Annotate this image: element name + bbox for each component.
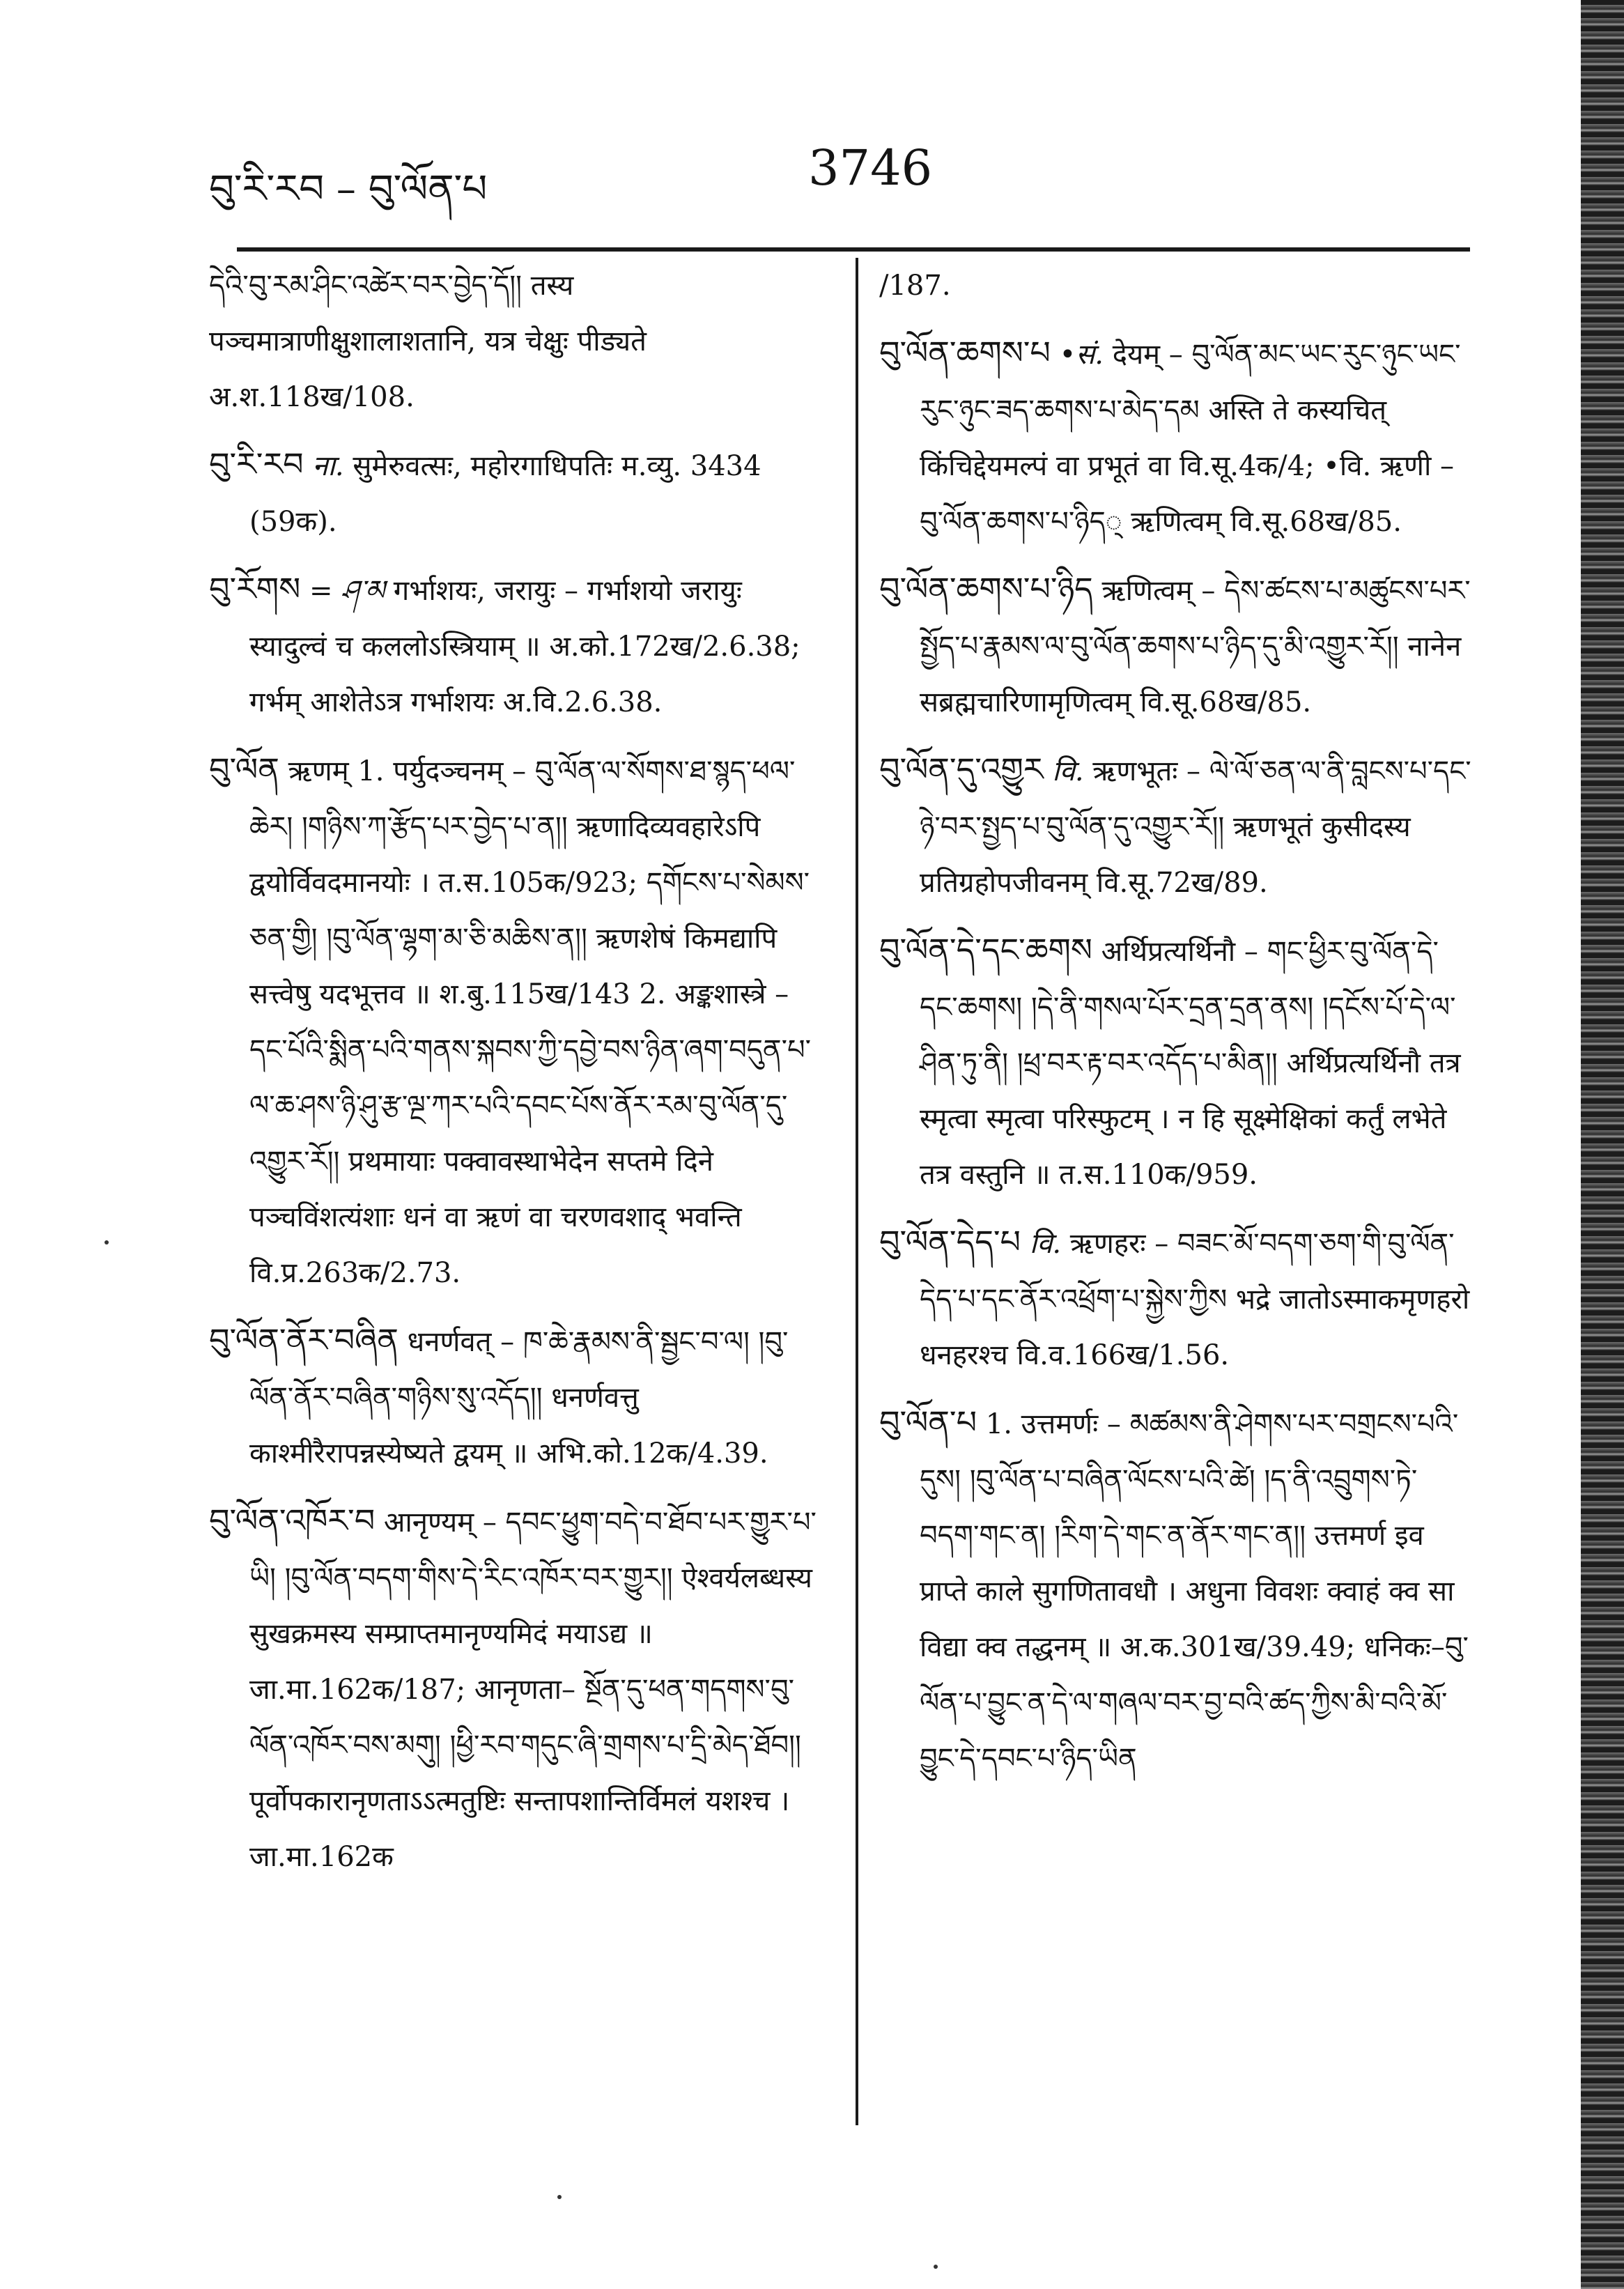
left-column xyxy=(209,258,822,1896)
dictionary-entry xyxy=(879,922,1471,1203)
dictionary-entry xyxy=(209,436,822,550)
entry-grammar-label: ना. xyxy=(312,450,344,482)
scan-edge xyxy=(1581,0,1624,2289)
entry-grammar-label: = ཤ་མ xyxy=(309,575,385,607)
entry-definition: ऋणभूतः – ལེ་ལོ་ཅན་ལ་ནི་བླངས་པ་དང་ཉེ་བར་སྤྱད་པ་བུ་ལོན་དུ་འགྱུར་རོ།། ऋणभूतं कुसीदस्य प्रतिग्रहोपजीवनम् वि.सू.72ख/89. xyxy=(920,755,1471,899)
entry-definition: देयम् – བུ་ལོན་མང་ཡང་རུང་ཉུང་ཡང་རུང་ཉུང་ཟད་ཆགས་པ་མེད་དམ अस्ति ते कस्यचित् किंचिद्देयमल्पं वा प्रभूतं वा वि.सू.4क/4; •वि. ऋणी – བུ་ལོན་ཆགས་པ་ཉིད् ऋणित्वम् वि.सू.68ख/85. xyxy=(920,339,1461,538)
dictionary-entry xyxy=(879,1394,1471,1787)
entry-headword: བུ་ལོན་འཁོར་བ xyxy=(209,1502,376,1539)
entry-headword: བུ་ལོན xyxy=(209,750,279,788)
entry-headword: བུ་ལོན་ཆགས་པ xyxy=(879,334,1051,371)
entry-headword: བུ་ལོན་པ xyxy=(879,1403,977,1441)
entry-definition: ऋणहरः – བཟང་མོ་བདག་ཅག་གི་བུ་ལོན་དེད་པ་དང་ནོར་འཕྲོག་པ་སྐྱེས་ཀྱིས भद्रे जातोऽस्माकमृणहरो धनहरश्च वि.व.166ख/1.56. xyxy=(920,1228,1470,1371)
dictionary-entry xyxy=(879,1214,1471,1383)
entry-headword: བུ་རི་རབ xyxy=(209,445,304,483)
running-header: བུ་རི་རབ – བུ་ལོན་པ xyxy=(209,167,488,212)
entry-definition: ऋणित्वम् – དེས་ཚངས་པ་མཚུངས་པར་སྤྱོད་པ་རྣམས་ལ་བུ་ལོན་ཆགས་པ་ཉིད་དུ་མི་འགྱུར་རོ།། नानेन सब्रह्मचारिणामृणित्वम् वि.सू.68ख/85. xyxy=(920,575,1471,718)
dictionary-entry xyxy=(209,741,822,1301)
scan-dot xyxy=(934,2265,938,2269)
entry-headword: བུ་ལོན་དེད་པ xyxy=(879,1223,1021,1261)
dictionary-entry xyxy=(209,1312,822,1481)
entry-definition: /187. xyxy=(879,270,951,302)
dictionary-entry xyxy=(879,561,1471,730)
dictionary-entry xyxy=(209,1493,822,1885)
scan-dot xyxy=(557,2195,562,2199)
entry-definition: सुमेरुवत्सः, महोरगाधिपतिः म.व्यु. 3434 (59क). xyxy=(249,450,761,538)
scan-dot xyxy=(105,1240,109,1244)
entry-definition: 1. उत्तमर्णः – མཚམས་ནི་ཤེགས་པར་བགྲངས་པའི་དུས། །བུ་ལོན་པ་བཞིན་ལོངས་པའི་ཚེ། །ད་ནི་འབྲུགས་ཏེ་བདག་གང་ན། །རིག་དེ་གང་ན་ནོར་གང་ན།། उत्तमर्ण इव प्राप्ते काले सुगणितावधौ । अधुना विवशः क्वाहं क्व सा विद्या क्व तद्धनम् ॥ अ.क.301ख/39.49; धनिकः–བུ་ལོན་པ་བྱུང་ན་དེ་ལ་གཞལ་བར་བྱ་བའི་ཚད་ཀྱིས་མི་བའི་མོ་བྱུང་དེ་དབང་པ་ཉིད་ཡིན xyxy=(920,1408,1469,1775)
entry-headword: བུ་ལོན་ནོར་བཞིན xyxy=(209,1321,399,1359)
column-divider xyxy=(856,258,858,2125)
entry-continuation xyxy=(879,258,1471,314)
entry-headword: བུ་ལོན་དེ་དང་ཆགས xyxy=(879,931,1092,969)
entry-headword: བུ་ལོན་ཆགས་པ་ཉིད xyxy=(879,570,1093,608)
entry-grammar-label: वि. xyxy=(1052,755,1084,787)
entry-definition: अर्थिप्रत्यर्थिनौ – གང་ཕྱིར་བུ་ལོན་དེ་དང་ཆགས། །དེ་ནི་གསལ་པོར་དྲན་དྲན་ནས། །དངོས་པོ་དེ་ལ་ཤིན་ཏུ་ནི། །ཕྲ་བར་རྟ་བར་འདོད་པ་མིན།། अर्थिप्रत्यर्थिनौ तत्र स्मृत्वा स्मृत्वा परिस्फुटम् । न हि सूक्ष्मेक्षिकां कर्तुं लभेते तत्र वस्तुनि ॥ त.स.110क/959. xyxy=(920,936,1461,1191)
entry-definition: དེའི་བུ་རམ་ཤིང་འཚེར་བར་བྱེད་དོ།། तस्य पञ्चमात्राणीक्षुशालाशतानि, यत्र चेक्षुः पीड्यते अ.श.118ख/108. xyxy=(209,270,647,413)
entry-grammar-label: वि. xyxy=(1029,1228,1062,1260)
entry-definition: गर्भाशयः, जरायुः – गर्भाशयो जरायुः स्यादुल्वं च कललोऽस्त्रियाम् ॥ अ.को.172ख/2.6.38; गर्भम् आशेतेऽत्र गर्भाशयः अ.वि.2.6.38. xyxy=(249,575,801,718)
dictionary-entry xyxy=(879,325,1471,550)
entry-definition: आनृण्यम् – དབང་ཕྱུག་བདེ་བ་ཐོབ་པར་གྱུར་པ་ཡི། །བུ་ལོན་བདག་གིས་དེ་རིང་འཁོར་བར་གྱུར།། ऐश्वर्यलब्धस्य सुखक्रमस्य सम्प्राप्तमानृण्यमिदं मयाऽद्य ॥ जा.मा.162क/187; आनृणता– སྔོན་དུ་ཕན་གདགས་བུ་ལོན་འཁོར་བས་མགུ། །ཕྱི་རབ་གདུང་ཞི་གྲགས་པ་དྲི་མེད་ཐོབ།། पूर्वोपकारानृणताऽऽत्मतुष्टिः सन्तापशान्तिर्विमलं यशश्च । जा.मा.162क xyxy=(249,1506,817,1873)
entry-grammar-label: •सं. xyxy=(1059,339,1104,371)
entry-definition: ऋणम् 1. पर्युदञ्चनम् – བུ་ལོན་ལ་སོགས་ཐ་སྙད་ཕལ་ཆེར། །གཉིས་ཀ་རྩོད་པར་བྱེད་པ་ན།། ऋणादिव्यवहारेऽपि द्वयोर्विवदमानयोः । त.स.105क/923; དགོངས་པ་སེམས་ཅན་གྱི། །བུ་ལོན་ལྷག་མ་ཅི་མཆིས་ན།། ऋणशेषं किमद्यापि सत्त्वेषु यदभूत्तव ॥ श.बु.115ख/143 2. अङ्कशास्त्रे – དང་པོའི་སྨིན་པའི་གནས་སྐབས་ཀྱི་དབྱེ་བས་ཉིན་ཞག་བདུན་པ་ལ་ཆ་ཤས་ཉི་ཤུ་རྩ་ལྔ་ཀར་པའི་དབང་པོས་ནོར་རམ་བུ་ལོན་དུ་འགྱུར་རོ།། प्रथमायाः पक्वावस्थाभेदेन सप्तमे दिने पञ्चविंशत्यंशाः धनं वा ऋणं वा चरणवशाद् भवन्ति वि.प्र.263क/2.73. xyxy=(249,755,812,1289)
dictionary-entry xyxy=(209,561,822,730)
entry-continuation xyxy=(209,258,822,425)
right-column xyxy=(879,258,1471,1798)
entry-definition: धनर्णवत् – ཁ་ཆེ་རྣམས་ནི་སྦྱང་བ་ལ། །བུ་ལོན་ནོར་བཞིན་གཉིས་སུ་འདོད།། धनर्णवत्तु काश्मीरैरापन्नस्येष्यते द्वयम् ॥ अभि.को.12क/4.39. xyxy=(249,1326,789,1470)
page-number: 3746 xyxy=(808,139,933,196)
entry-headword: བུ་རོགས xyxy=(209,570,301,608)
dictionary-entry xyxy=(879,741,1471,911)
header-rule xyxy=(237,247,1470,252)
entry-headword: བུ་ལོན་དུ་འགྱུར xyxy=(879,750,1044,788)
